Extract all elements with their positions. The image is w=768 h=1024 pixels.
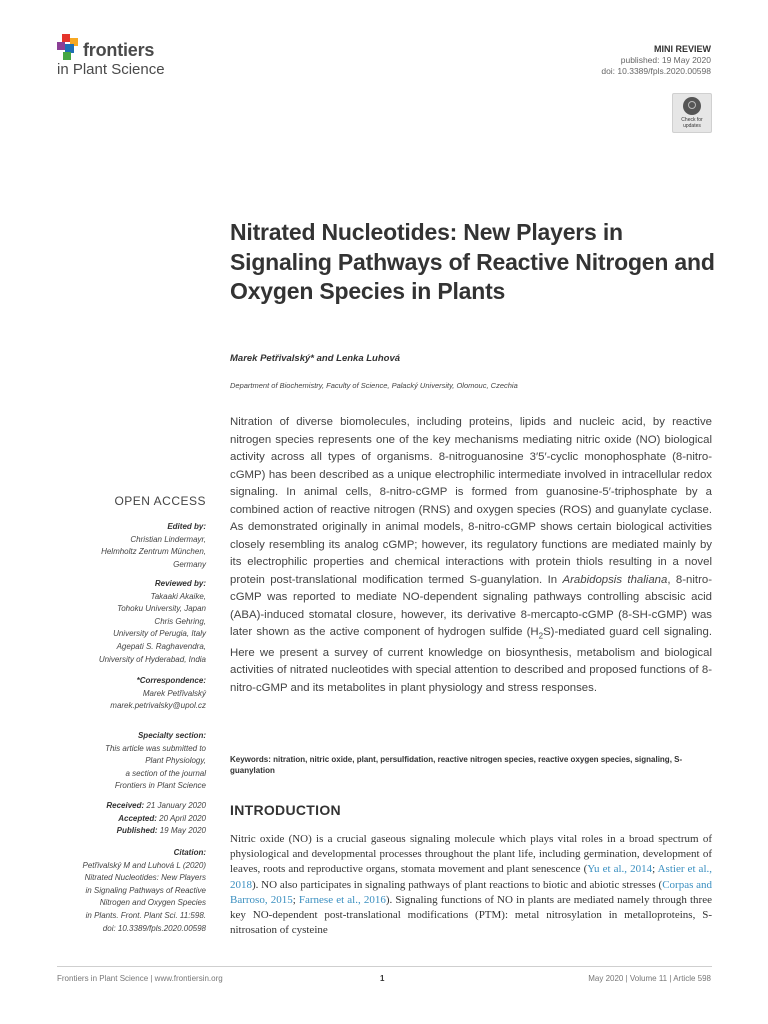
update-icon	[683, 97, 701, 115]
citation-link[interactable]: Yu et al., 2014	[587, 863, 653, 876]
citation-link[interactable]: Astier et al., 2018	[230, 863, 712, 891]
footer-journal-link[interactable]: Frontiers in Plant Science | www.frontiersin.org	[57, 974, 223, 983]
footer-divider	[57, 966, 712, 967]
article-meta	[601, 44, 711, 77]
species-name: Arabidopsis thaliana	[562, 573, 668, 586]
affiliation: Department of Biochemistry, Faculty of Science, Palacký University, Olomouc, Czechia	[230, 381, 518, 390]
keywords-list: nitration, nitric oxide, plant, persulfidation, reactive nitrogen species, reactive oxygen species, signaling, S-guanylation	[230, 755, 683, 775]
published-date: published: 19 May 2020	[620, 55, 711, 65]
specialty-section: Specialty section: This article was submitted to Plant Physiology, a section of the journal Frontiers in Plant Science	[105, 731, 206, 791]
section-heading-introduction: INTRODUCTION	[230, 802, 341, 818]
frontiers-logo-icon	[57, 34, 81, 60]
edited-by: Edited by: Christian Lindermayr, Helmholtz Zentrum München, Germany	[101, 522, 206, 569]
article-dates: Received: 21 January 2020 Accepted: 20 April 2020 Published: 19 May 2020	[106, 801, 206, 836]
abstract: Nitration of diverse biomolecules, including proteins, lipids and nucleic acid, by reactive nitrogen species represents one of the key mechanisms mediating nitric oxide (NO) biological activity across all types of organisms. 8-nitroguanosine 3′5′-cyclic monophosphate (8-nitro-cGMP) has been described as a unique electrophilic intermediate involved in intracellular redox signaling. In animal cells, 8-nitro-cGMP is formed from guanosine-5′-triphosphate by a combined action of reactive nitrogen (RNS) and oxygen species (ROS) and guanylate cyclase. As demonstrated originally in animal models, 8-nitro-cGMP shows certain biological activities closely resembling its analog cGMP; however, its regulatory functions are mediated mainly by its electrophilic properties and chemical interactions with protein thiols resulting in a novel protein post-translational modification termed S-guanylation. In Arabidopsis thaliana, 8-nitro-cGMP was reported to mediate NO-dependent signaling pathways controlling abscisic acid (ABA)-induced stomatal closure, however, its derivative 8-mercapto-cGMP (8-SH-cGMP) was later shown as the active component of hydrogen sulfide $(H_2S)$-mediated guard cell signaling. Here we present a survey of current knowledge on biosynthesis, metabolism and biological activities of nitrated nucleotides with special attention to described and proposed functions of 8-nitro-cGMP and its metabolites in plant physiology and stress responses.	[230, 416, 712, 694]
citation-link[interactable]: Corpas and Barroso, 2015	[230, 878, 712, 906]
correspondence-email[interactable]: marek.petrivalsky@upol.cz	[110, 701, 206, 711]
article-title: Nitrated Nucleotides: New Players in Signaling Pathways of Reactive Nitrogen and Oxygen Species in Plants	[230, 219, 715, 304]
citation: Citation: Petřivalský M and Luhová L (2020) Nitrated Nucleotides: New Players in Signaling Pathways of Reactive Nitrogen and Oxygen Species in Plants. Front. Plant Sci. 11:598. doi: 10.3389/fpls.2020.00598	[82, 848, 206, 933]
keywords-label: Keywords:	[230, 755, 271, 764]
introduction-text: Nitric oxide (NO) is a crucial gaseous signaling molecule which plays vital roles in a broad spectrum of physiological and developmental processes throughout the plant life, including germination, development of leaves, roots and reproductive organs, stomata movement and plant senescence (Yu et al., 2014; Astier et al., 2018). NO also participates in signaling pathways of plant reactions to biotic and abiotic stresses (Corpas and Barroso, 2015; Farnese et al., 2016). Signaling functions of NO in plants are mediated namely through three key NO-dependent post-translational modifications (PTM): metal nitrosylation in metalloproteins, S-nitrosation of cysteine	[230, 833, 712, 937]
page-number: 1	[380, 974, 385, 983]
check-for-updates-badge[interactable]	[672, 93, 712, 133]
article-doi[interactable]: doi: 10.3389/fpls.2020.00598	[601, 66, 711, 76]
open-access-label: OPEN ACCESS	[114, 494, 206, 508]
journal-name: in Plant Science	[57, 61, 165, 78]
brand-name: frontiers	[83, 40, 155, 60]
citation-link[interactable]: Farnese et al., 2016	[298, 893, 386, 906]
badge-label: Check for updates	[681, 117, 703, 129]
correspondence: *Correspondence: Marek Petřivalský marek.petrivalsky@upol.cz	[55, 675, 206, 713]
footer-issue-info: May 2020 | Volume 11 | Article 598	[588, 974, 711, 983]
keywords	[230, 754, 712, 776]
reviewed-by: Reviewed by: Takaaki Akaike, Tohoku University, Japan Chris Gehring, University of Perugia, Italy Agepati S. Raghavendra, University of Hyderabad, India	[98, 579, 206, 664]
article-type: MINI REVIEW	[653, 44, 711, 54]
authors: Marek Petřivalský* and Lenka Luhová	[230, 353, 401, 364]
